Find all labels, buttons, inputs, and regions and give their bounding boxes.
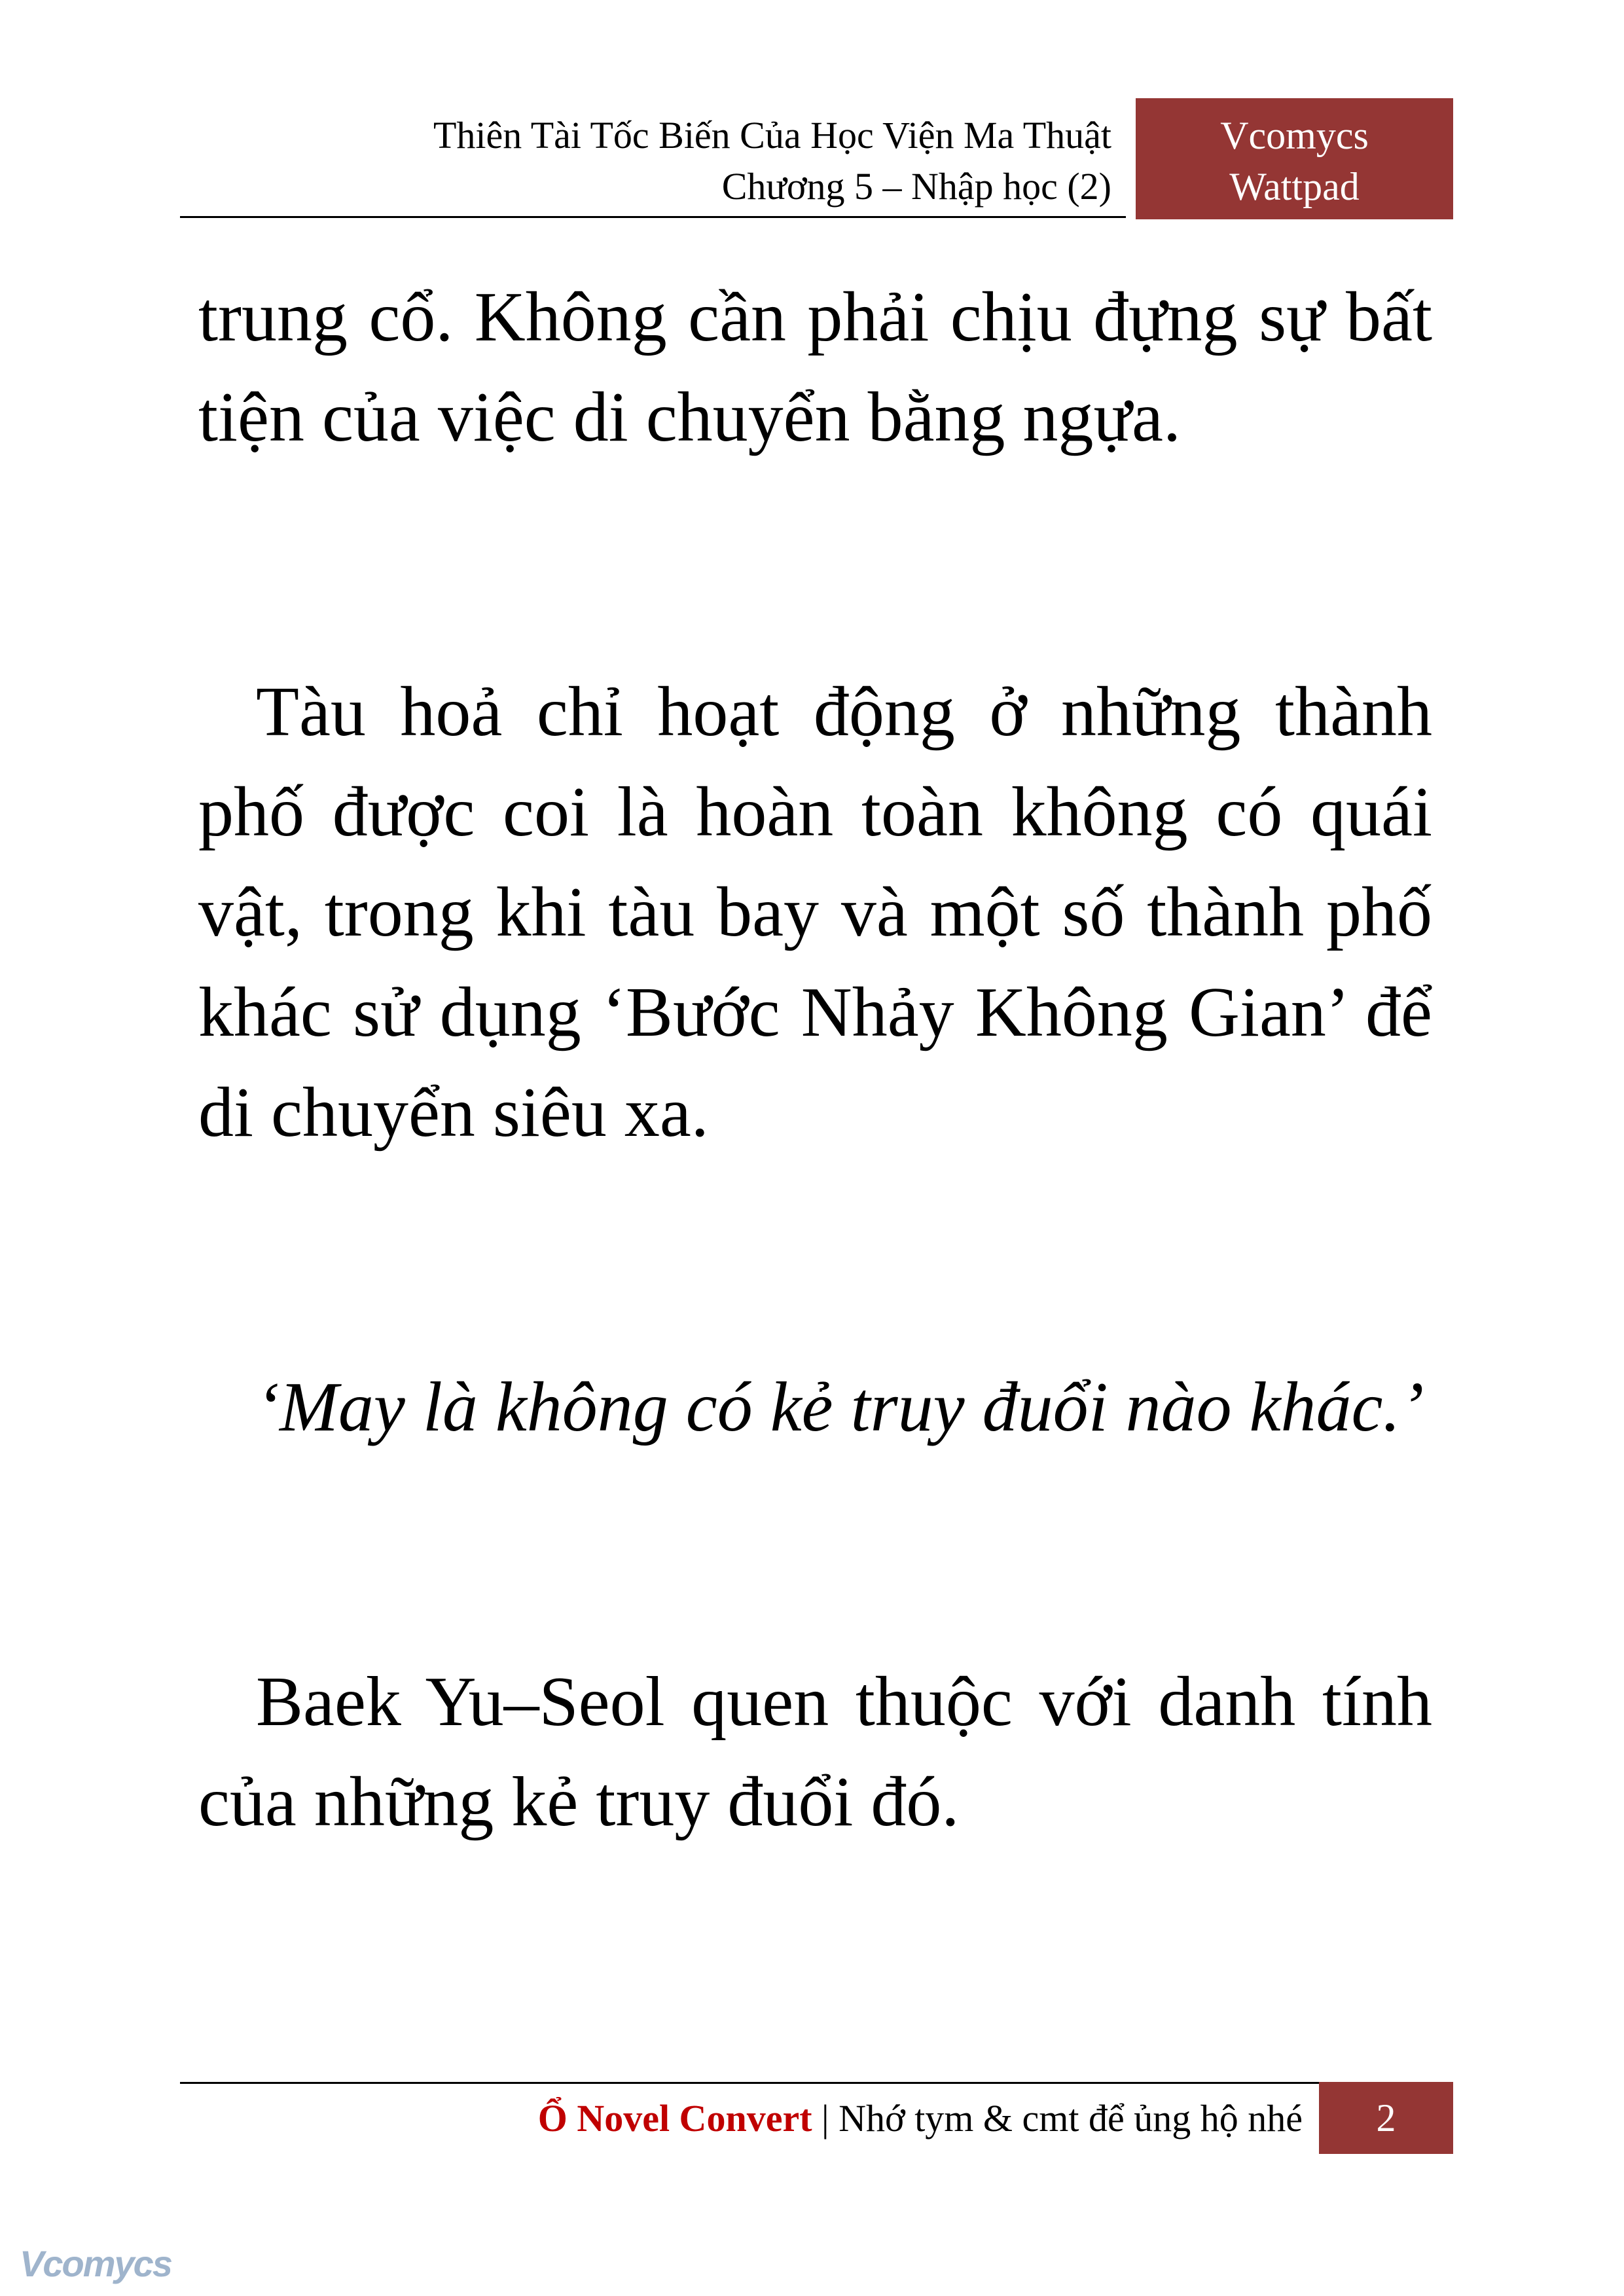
- page-content: [198, 267, 1432, 1852]
- paragraph-gap: [198, 1457, 1432, 1652]
- paragraph-trains: Tàu hoả chỉ hoạt động ở những thành phố được coi là hoàn toàn không có quái vật, trong khi tàu bay và một số thành phố khác sử dụng ‘Bước Nhảy Không Gian’ để di chuyển siêu xa.: [198, 673, 1432, 1152]
- chapter-title: Chương 5 – Nhập học (2): [721, 165, 1111, 208]
- book-title: Thiên Tài Tốc Biến Của Học Viện Ma Thuật: [433, 114, 1111, 156]
- badge-line-wattpad: Wattpad: [1229, 165, 1360, 208]
- footer-separator: |: [812, 2097, 839, 2140]
- paragraph-thought: ‘May là không có kẻ truy đuổi nào khác.’: [256, 1368, 1424, 1446]
- page-number: 2: [1319, 2082, 1453, 2154]
- source-badge: [1136, 98, 1453, 219]
- footer-message: Nhớ tym & cmt để ủng hộ nhé: [839, 2097, 1303, 2140]
- vcomycs-watermark-logo: Vcomycs: [20, 2243, 171, 2284]
- header-titles: [180, 98, 1126, 218]
- footer-brand: Ổ Novel Convert: [537, 2097, 812, 2140]
- paragraph-baek-yu-seol: Baek Yu–Seol quen thuộc với danh tính của những kẻ truy đuổi đó.: [198, 1663, 1432, 1841]
- paragraph-continued: trung cổ. Không cần phải chịu đựng sự bất tiện của việc di chuyển bằng ngựa.: [198, 278, 1432, 456]
- page-footer: [180, 2082, 1453, 2154]
- footer-divider: [180, 2082, 1326, 2084]
- paragraph-gap: [198, 1163, 1432, 1357]
- footer-text: [538, 2092, 1303, 2145]
- page-header: [180, 98, 1453, 219]
- paragraph-gap: [198, 467, 1432, 662]
- badge-line-vcomycs: Vcomycs: [1220, 114, 1369, 157]
